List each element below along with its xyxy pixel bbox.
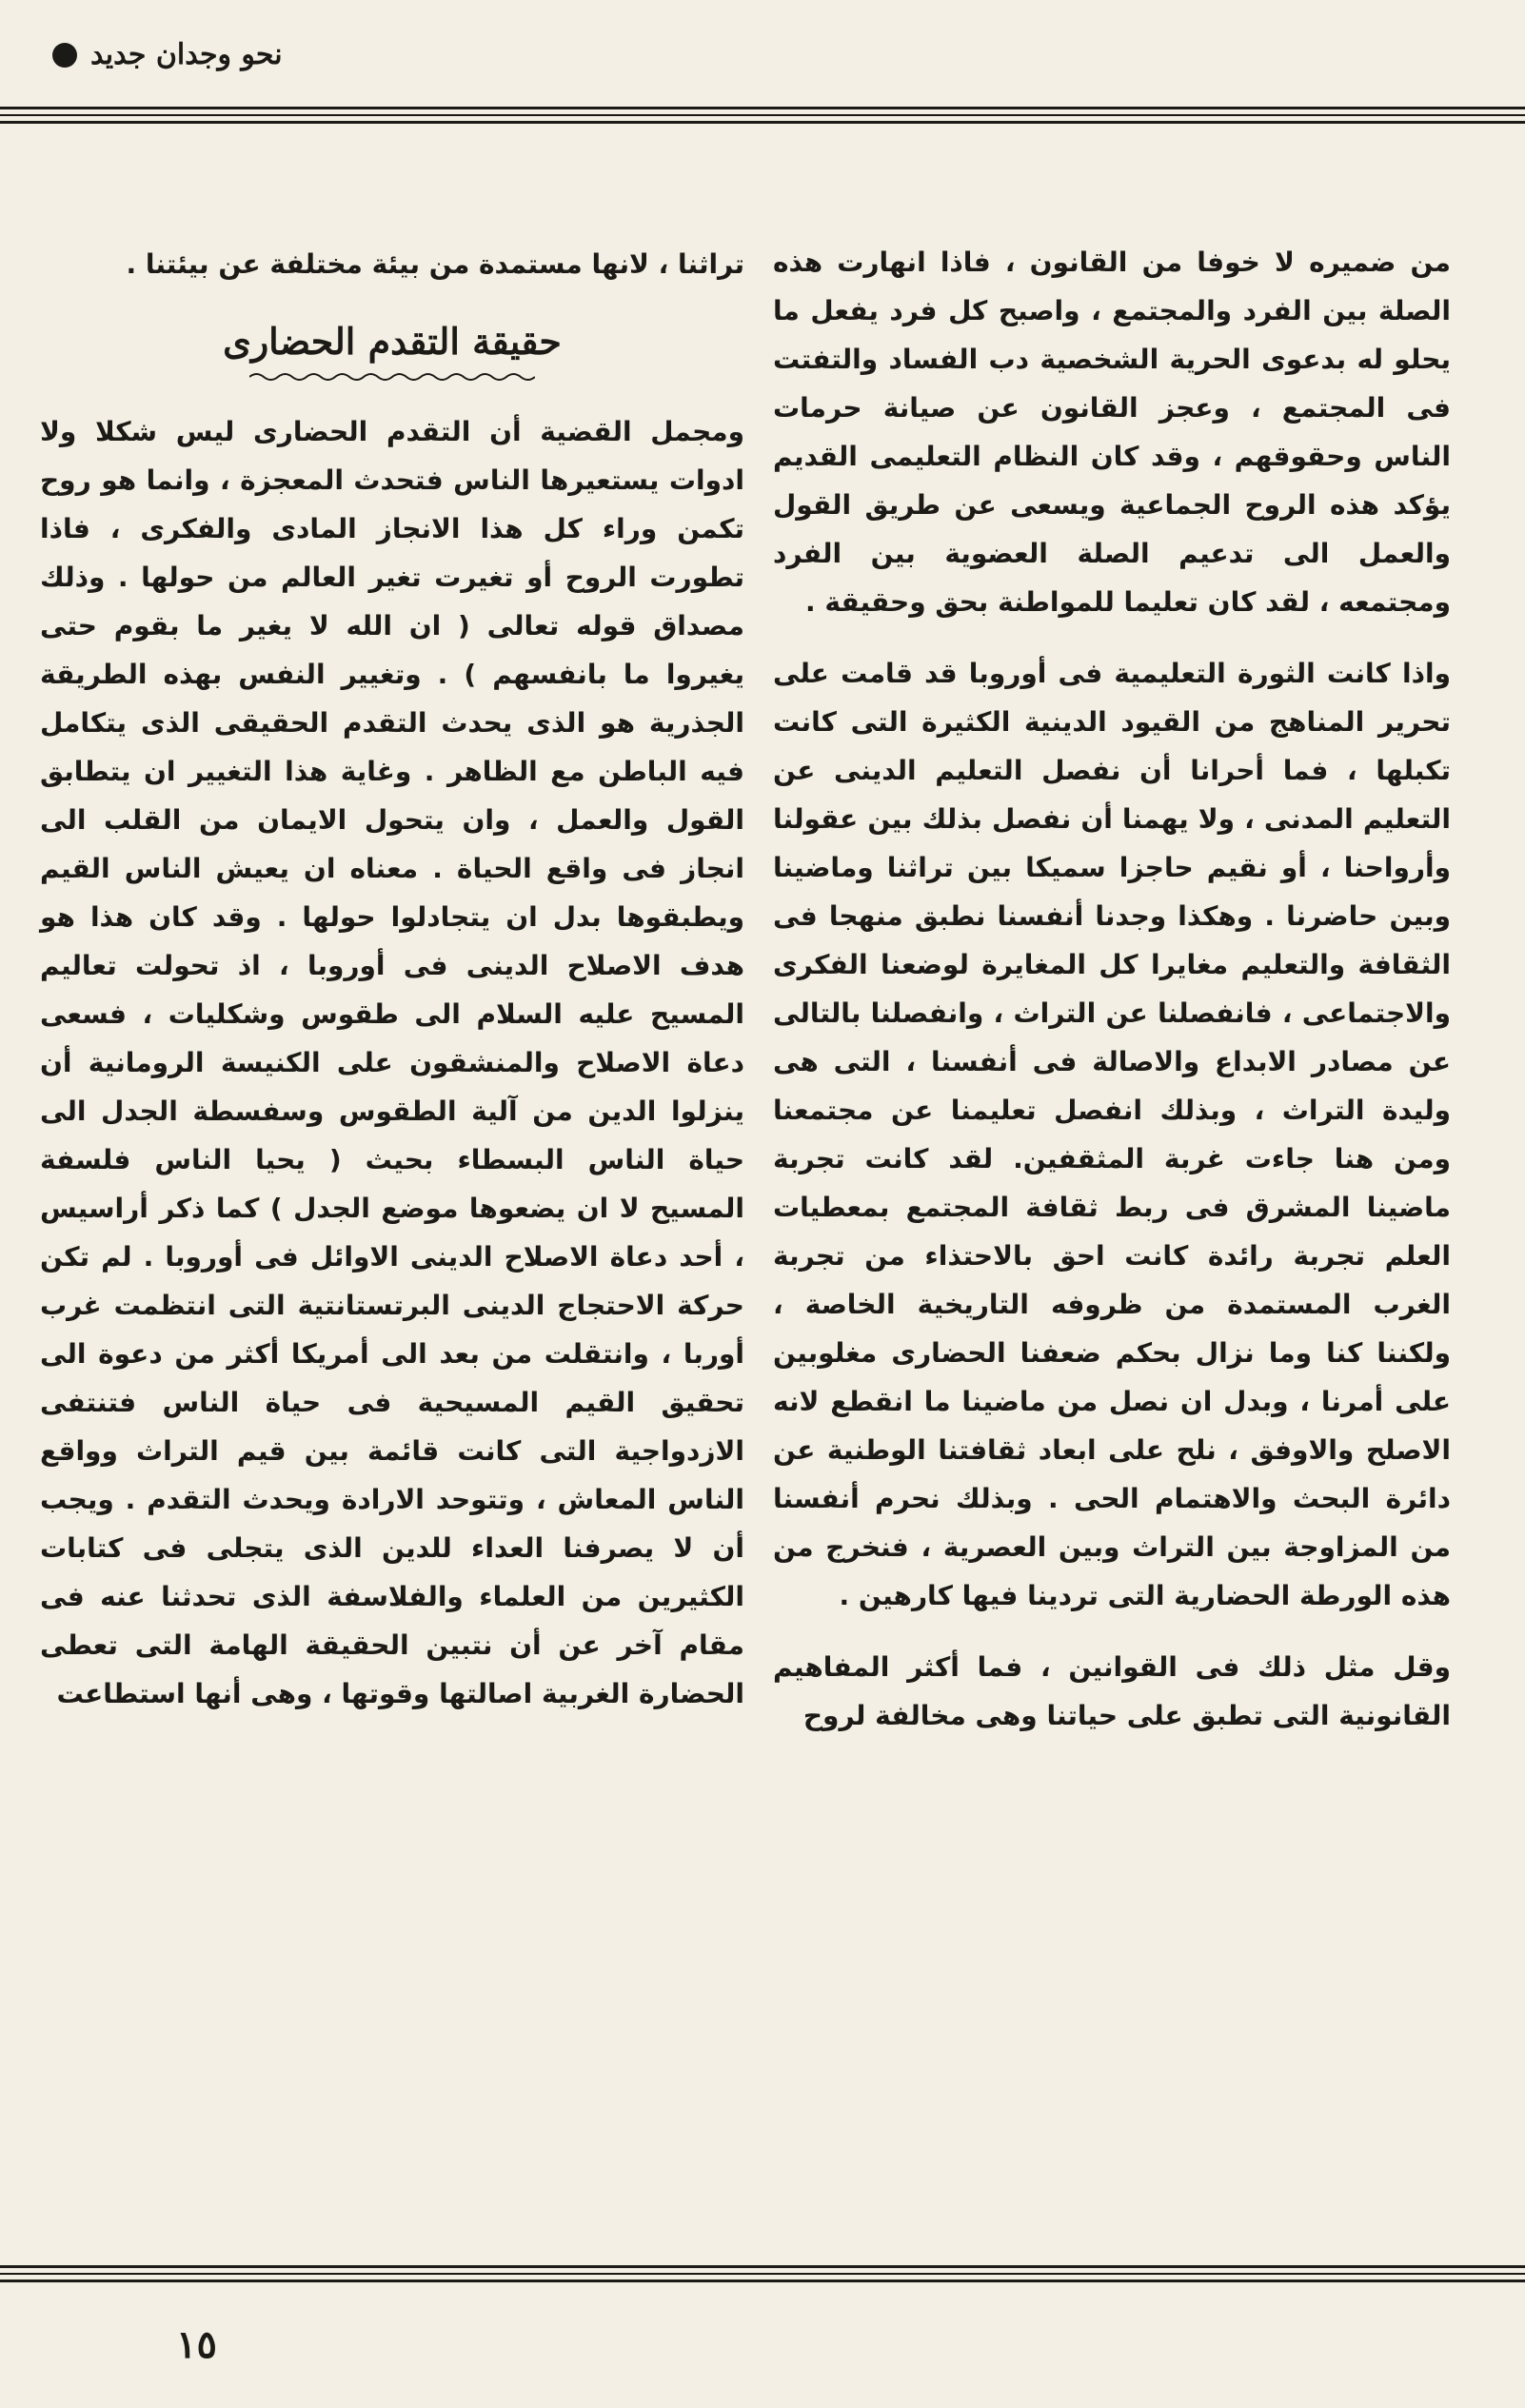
left-body-paragraph: ومجمل القضية أن التقدم الحضارى ليس شكلا ولا ادوات يستعيرها الناس فتحدث المعجزة ، وانما هو روح تكمن وراء كل هذا الانجاز المادى والفكرى ، فاذا تطورت الروح أو تغيرت تغير العالم من حولها . وذلك مصداق قوله تعالى ( ان الله لا يغير ما بقوم حتى يغيروا ما بانفسهم ) . وتغيير النفس بهذه الطريقة الجذرية هو الذى يحدث التقدم الحقيقى الذى يتكامل فيه الباطن مع الظاهر . وغاية هذا التغيير ان يتطابق القول والعمل ، وان يتحول الايمان من القلب الى انجاز فى واقع الحياة . معناه ان يعيش الناس القيم ويطبقوها بدل ان يتجادلوا حولها . وقد كان هذا هو هدف الاصلاح الدينى فى أوروبا ، اذ تحولت تعاليم المسيح عليه السلام الى طقوس وشكليات ، فسعى دعاة الاصلاح والمنشقون على الكنيسة الرومانية أن ينزلوا الدين من آلية الطقوس وسفسطة الجدل الى حياة الناس البسطاء بحيث ( يحيا الناس فلسفة المسيح لا ان يضعوها موضع الجدل ) كما ذكر أراسيس ، أحد دعاة الاصلاح الدينى الاوائل فى أوروبا . لم تكن حركة الاحتجاج الدينى البرتستانتية التى انتظمت غرب أوربا ، وانتقلت من بعد الى أمريكا أكثر من دعوة الى تحقيق القيم المسيحية فى حياة الناس فتنتفى الازدواجية التى كانت قائمة بين قيم التراث وواقع الناس المعاش ، وتتوحد الارادة ويحدث التقدم . ويجب أن لا يصرفنا العداء للدين الذى يتجلى فى كتابات الكثيرين من العلماء والفلاسفة الذى تحدثنا عنه فى مقام آخر عن أن نتبين الحقيقة الهامة التى تعطى الحضارة الغربية اصالتها وقوتها ، وهى أنها استطاعت <box>40 416 744 1709</box>
page-number: ١٥ <box>176 2322 217 2367</box>
top-rule <box>0 107 1525 128</box>
right-column <box>773 238 1451 1763</box>
right-paragraph-1: من ضميره لا خوفا من القانون ، فاذا انهارت هذه الصلة بين الفرد والمجتمع ، واصبح كل فرد يفعل ما يحلو له بدعوى الحرية الشخصية دب الفساد والتفتت فى المجتمع ، وعجز القانون عن صيانة حرمات الناس وحقوقهم ، وقد كان النظام التعليمى القديم يؤكد هذه الروح الجماعية ويسعى عن طريق القول والعمل الى تدعيم الصلة العضوية بين الفرد ومجتمعه ، لقد كان تعليما للمواطنة بحق وحقيقة . <box>773 247 1451 618</box>
right-paragraph-3: وقل مثل ذلك فى القوانين ، فما أكثر المفاهيم القانونية التى تطبق على حياتنا وهى مخالفة لروح <box>773 1651 1451 1731</box>
left-intro-paragraph: تراثنا ، لانها مستمدة من بيئة مختلفة عن بيئتنا . <box>126 248 744 280</box>
bullet-icon <box>52 43 77 68</box>
right-paragraph-2: واذا كانت الثورة التعليمية فى أوروبا قد قامت على تحرير المناهج من القيود الدينية الكثيرة التى كانت تكبلها ، فما أحرانا أن نفصل التعليم الدينى عن التعليم المدنى ، ولا يهمنا أن نفصل بذلك بين عقولنا وأرواحنا ، أو نقيم حاجزا سميكا بين تراثنا وماضينا وبين حاضرنا . وهكذا وجدنا أنفسنا نطبق منهجا فى الثقافة والتعليم مغايرا كل المغايرة لوضعنا الفكرى والاجتماعى ، فانفصلنا عن التراث ، وانفصلنا بالتالى عن مصادر الابداع والاصالة فى أنفسنا ، التى هى وليدة التراث ، وبذلك انفصل تعليمنا عن مجتمعنا ومن هنا جاءت غربة المثقفين. لقد كانت تجربة ماضينا المشرق فى ربط ثقافة المجتمع بمعطيات العلم تجربة رائدة كانت احق بالاحتذاء من تجربة الغرب المستمدة من ظروفه التاريخية الخاصة ، ولكننا كنا وما نزال بحكم ضعفنا الحضارى مغلوبين على أمرنا ، وبدل ان نصل من ماضينا ما انقطع لانه الاصلح والاوفق ، نلح على ابعاد ثقافتنا الوطنية عن دائرة البحث والاهتمام الحى . وبذلك نحرم أنفسنا من المزاوجة بين التراث وبين العصرية ، فنخرج من هذه الورطة الحضارية التى تردينا فيها كارهين . <box>773 658 1451 1611</box>
bottom-rule <box>0 2265 1525 2287</box>
running-header <box>52 38 283 71</box>
running-title: نحو وجدان جديد <box>90 38 283 71</box>
section-heading: حقيقة التقدم الحضارى <box>223 320 562 363</box>
heading-underline-ornament <box>249 371 535 383</box>
left-column <box>40 240 744 1741</box>
